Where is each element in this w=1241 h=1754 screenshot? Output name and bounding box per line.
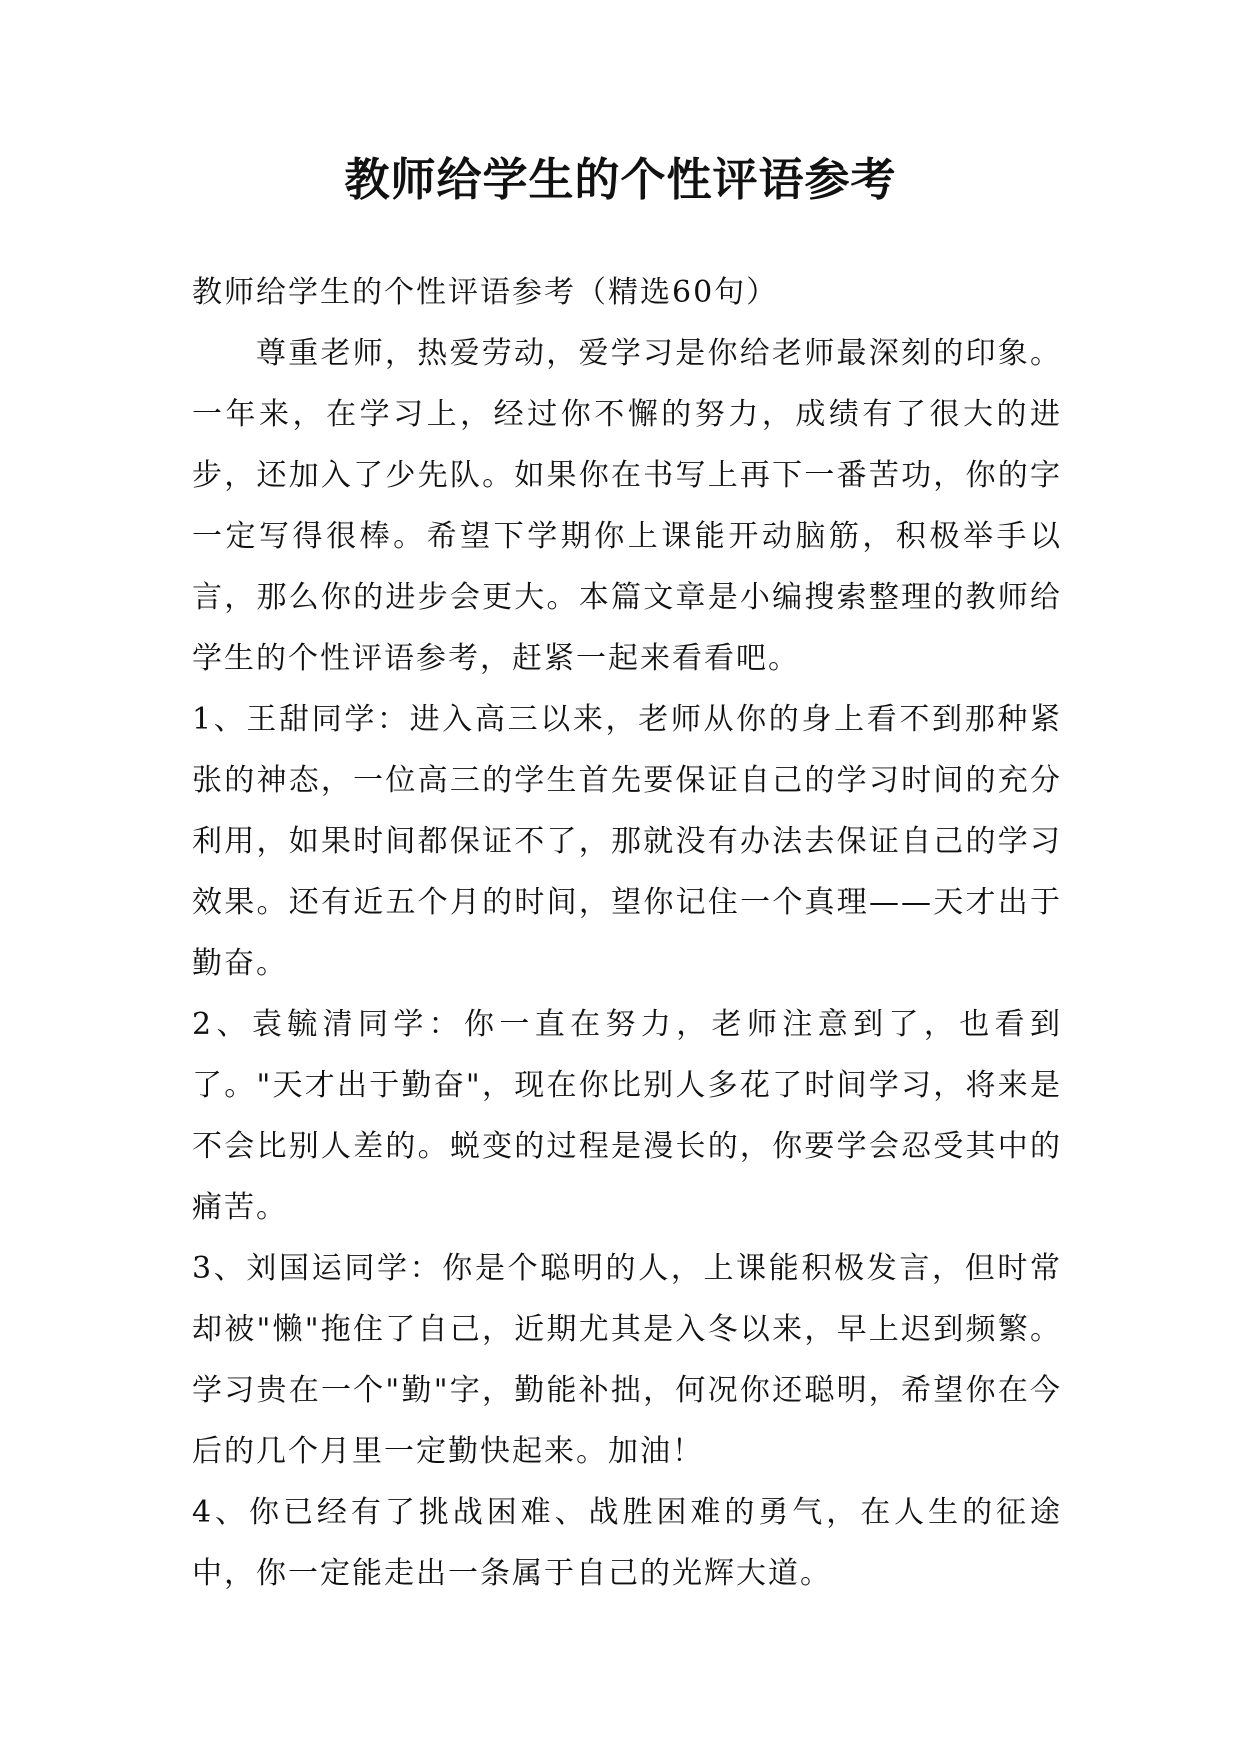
comment-item-1: 1、王甜同学：进入高三以来，老师从你的身上看不到那种紧张的神态，一位高三的学生首先要保证自己的学习时间的充分利用，如果时间都保证不了，那就没有办法去保证自己的学习效果。还有近五个月的时间，望你记住一个真理——天才出于勤奋。 [192, 702, 1062, 981]
comment-item-3: 3、刘国运同学：你是个聪明的人，上课能积极发言，但时常却被"懒"拖住了自己，近期尤其是入冬以来，早上迟到频繁。学习贵在一个"勤"字，勤能补拙，何况你还聪明，希望你在今后的几个月里一定勤快起来。加油！ [192, 1251, 1062, 1469]
document-title: 教师给学生的个性评语参考 [344, 153, 897, 206]
intro-paragraph: 尊重老师，热爱劳动，爱学习是你给老师最深刻的印象。一年来，在学习上，经过你不懈的努力，成绩有了很大的进步，还加入了少先队。如果你在书写上再下一番苦功，你的字一定写得很棒。希望下学期你上课能开动脑筋，积极举手以言，那么你的进步会更大。本篇文章是小编搜索整理的教师给学生的个性评语参考，赶紧一起来看看吧。 [192, 336, 1062, 676]
document-subtitle: 教师给学生的个性评语参考（精选60句） [192, 275, 779, 310]
comment-item-2: 2、袁毓清同学：你一直在努力，老师注意到了，也看到了。"天才出于勤奋"，现在你比别人多花了时间学习，将来是不会比别人差的。蜕变的过程是漫长的，你要学会忍受其中的痛苦。 [192, 1007, 1062, 1225]
document-body [192, 262, 1062, 1604]
comment-item-4: 4、你已经有了挑战困难、战胜困难的勇气，在人生的征途中，你一定能走出一条属于自己的光辉大道。 [192, 1495, 1062, 1591]
